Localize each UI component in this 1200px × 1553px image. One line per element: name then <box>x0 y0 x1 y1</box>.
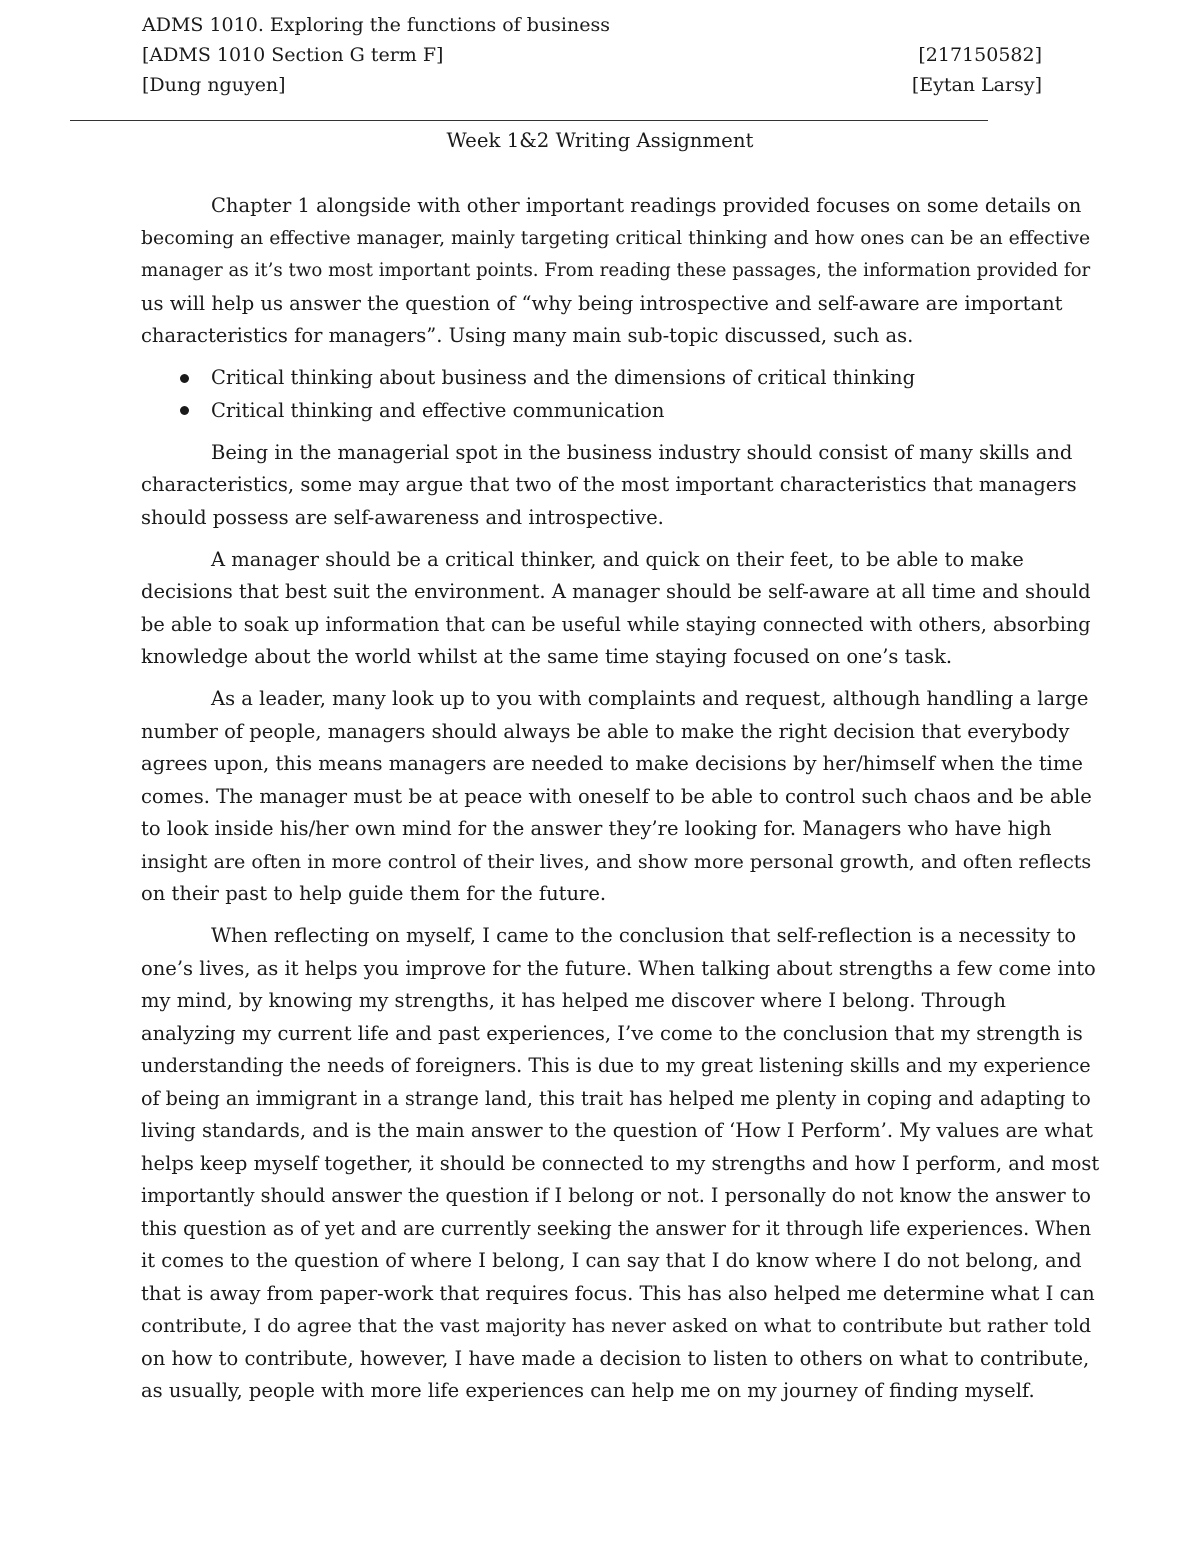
header-row-names <box>142 70 1042 100</box>
paragraph-line: be able to soak up information that can be useful while staying connected with others, absorbing <box>141 612 1091 636</box>
assignment-title: Week 1&2 Writing Assignment <box>446 129 754 152</box>
paragraph-line: knowledge about the world whilst at the same time staying focused on one’s task. <box>141 645 953 668</box>
paragraph-line: us will help us answer the question of “why being introspective and self-aware are important <box>141 291 1063 315</box>
paragraph-line: of being an immigrant in a strange land, this trait has helped me plenty in coping and adapting to <box>141 1086 1091 1110</box>
paragraph-line: manager as it’s two most important points. From reading these passages, the information provided for <box>141 260 1091 281</box>
paragraph-4 <box>141 683 1101 911</box>
paragraph-line: agrees upon, this means managers are needed to make decisions by her/himself when the time <box>141 752 1083 775</box>
paragraph-line: one’s lives, as it helps you improve for the future. When talking about strengths a few come into <box>141 956 1096 980</box>
paragraph-line: A manager should be a critical thinker, and quick on their feet, to be able to make <box>211 547 1024 571</box>
paragraph-line: understanding the needs of foreigners. This is due to my great listening skills and my experience <box>141 1054 1091 1077</box>
paragraph-line: When reflecting on myself, I came to the conclusion that self-reflection is a necessity to <box>211 924 1077 947</box>
paragraph-line: comes. The manager must be at peace with oneself to be able to control such chaos and be able <box>141 784 1092 808</box>
paragraph-line: As a leader, many look up to you with complaints and request, although handling a large <box>211 687 1089 710</box>
paragraph-line: number of people, managers should always be able to make the right decision that everybody <box>141 719 1070 743</box>
document-header <box>142 10 1042 100</box>
paragraph-line: should possess are self-awareness and introspective. <box>141 505 664 529</box>
paragraph-line: living standards, and is the main answer to the question of ‘How I Perform’. My values are what <box>141 1119 1093 1142</box>
paragraph-5 <box>141 920 1101 1408</box>
bullet-icon <box>180 406 189 415</box>
header-row-course <box>142 10 1042 40</box>
bullet-item <box>141 362 1101 395</box>
paragraph-line: insight are often in more control of their lives, and show more personal growth, and often reflects <box>141 850 1092 873</box>
student-name: [Dung nguyen] <box>142 74 286 96</box>
course-section: [ADMS 1010 Section G term F] <box>142 44 444 66</box>
bullet-icon <box>180 374 189 383</box>
document-body <box>141 190 1101 1417</box>
bullet-text: Critical thinking about business and the dimensions of critical thinking <box>211 366 916 389</box>
header-divider <box>70 120 988 121</box>
paragraph-3 <box>141 544 1101 674</box>
intro-paragraph <box>141 190 1101 353</box>
course-title: ADMS 1010. Exploring the functions of business <box>142 14 610 36</box>
paragraph-line: characteristics for managers”. Using many main sub-topic discussed, such as. <box>141 324 914 347</box>
paragraph-line: this question as of yet and are currently seeking the answer for it through life experiences. When <box>141 1216 1092 1240</box>
header-row-section <box>142 40 1042 70</box>
paragraph-line: to look inside his/her own mind for the answer they’re looking for. Managers who have high <box>141 817 1052 840</box>
paragraph-line: that is away from paper-work that requires focus. This has also helped me determine what I can <box>141 1281 1095 1305</box>
paragraph-line: on their past to help guide them for the future. <box>141 882 607 905</box>
paragraph-line: helps keep myself together, it should be connected to my strengths and how I perform, and most <box>141 1151 1100 1175</box>
student-id: [217150582] <box>918 44 1042 66</box>
paragraph-line: decisions that best suit the environment. A manager should be self-aware at all time and should <box>141 580 1091 603</box>
paragraph-line: Chapter 1 alongside with other important readings provided focuses on some details on <box>211 194 1082 217</box>
instructor-name: [Eytan Larsy] <box>911 74 1042 96</box>
paragraph-line: it comes to the question of where I belong, I can say that I do know where I do not belong, and <box>141 1249 1082 1272</box>
paragraph-line: characteristics, some may argue that two of the most important characteristics that managers <box>141 473 1077 496</box>
paragraph-line: analyzing my current life and past experiences, I’ve come to the conclusion that my strength is <box>141 1021 1083 1045</box>
bullet-list <box>141 362 1101 427</box>
paragraph-line: my mind, by knowing my strengths, it has helped me discover where I belong. Through <box>141 989 1006 1012</box>
paragraph-line: on how to contribute, however, I have made a decision to listen to others on what to contribute, <box>141 1346 1090 1370</box>
paragraph-line: as usually, people with more life experiences can help me on my journey of finding myself. <box>141 1379 1035 1402</box>
paragraph-line: Being in the managerial spot in the business industry should consist of many skills and <box>211 440 1073 464</box>
bullet-text: Critical thinking and effective communication <box>211 398 665 422</box>
paragraph-2 <box>141 437 1101 535</box>
paragraph-line: importantly should answer the question if I belong or not. I personally do not know the answer to <box>141 1184 1091 1207</box>
bullet-item <box>141 395 1101 428</box>
paragraph-line: contribute, I do agree that the vast majority has never asked on what to contribute but rather told <box>141 1315 1092 1337</box>
paragraph-line: becoming an effective manager, mainly targeting critical thinking and how ones can be an effective <box>141 227 1091 249</box>
